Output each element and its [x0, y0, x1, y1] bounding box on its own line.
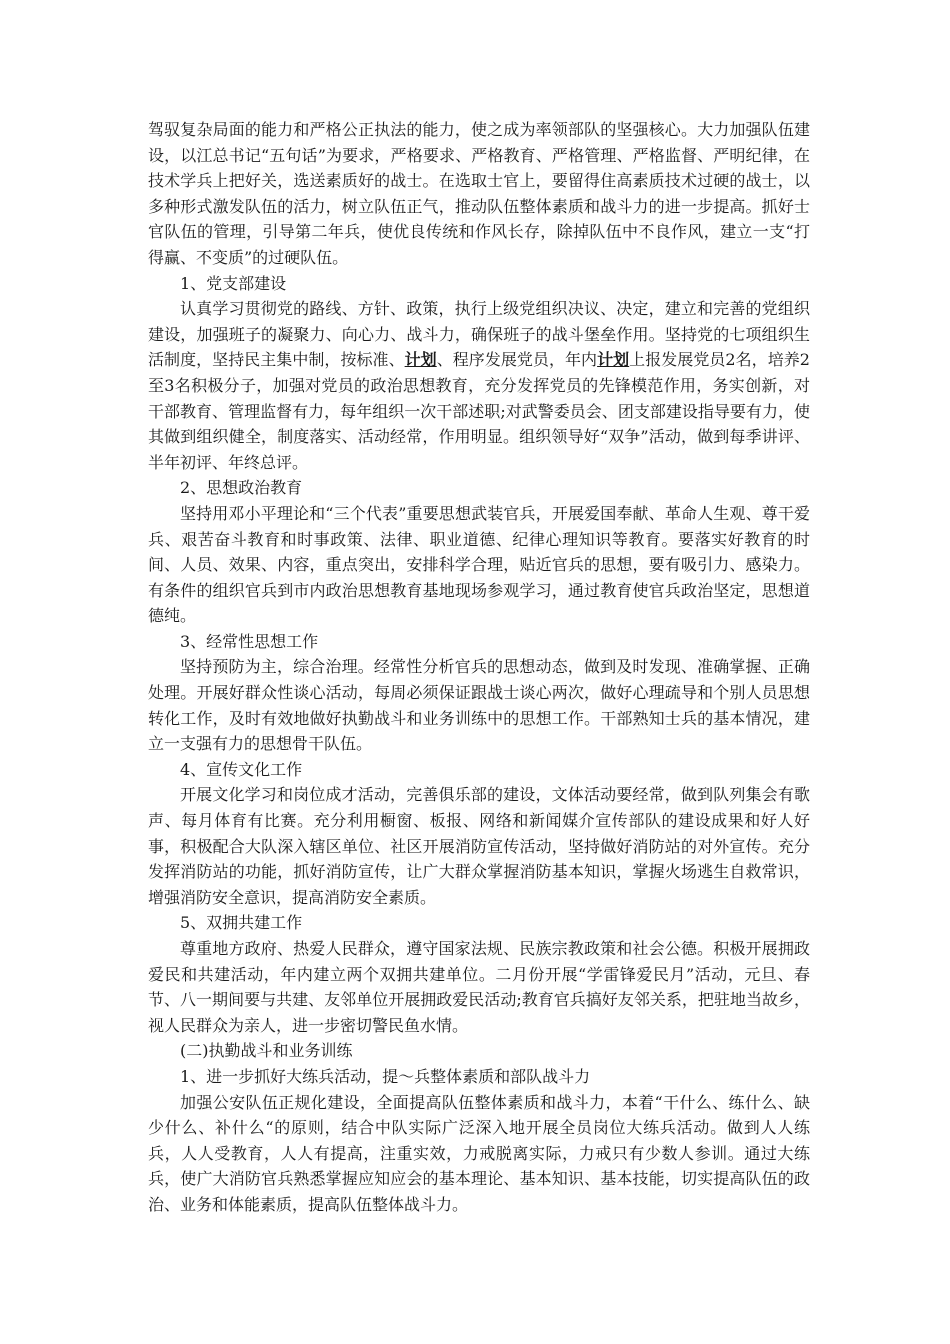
section-heading-dual-support: 5、双拥共建工作 — [180, 913, 303, 933]
keyword-plan-link[interactable]: 计划 — [597, 350, 630, 370]
paragraph-political-education: 坚持用邓小平理论和“三个代表”重要思想武装官兵，开展爱国奉献、革命人生观、尊干爱兵、艰苦奋斗教育和时事政策、法律、职业道德、纪律心理知识等教育。要落实好教育的时间、人员、效果、内容，重点突出，安排科学合理，贴近官兵的思想，要有吸引力、感染力。有条件的组织官兵到市内政治思想教育基地现场参观学习，通过教育使官兵政治坚定，思想道德纯。 — [148, 503, 810, 626]
section-heading-duty-training: (二)执勤战斗和业务训练 — [180, 1041, 353, 1061]
section-heading-propaganda-culture: 4、宣传文化工作 — [180, 759, 303, 779]
section-heading-political-education: 2、思想政治教育 — [180, 478, 303, 498]
section-heading-party-branch: 1、党支部建设 — [180, 273, 287, 293]
paragraph-propaganda-culture: 开展文化学习和岗位成才活动，完善俱乐部的建设，文体活动要经常，做到队列集会有歌声、每月体育有比赛。充分利用橱窗、板报、网络和新闻媒介宣传部队的建设成果和好人好事，积极配合大队深入辖区单位、社区开展消防宣传活动，坚持做好消防站的对外宣传。充分发挥消防站的功能，抓好消防宣传，让广大群众掌握消防基本知识，掌握火场逃生自救常识，增强消防安全意识，提高消防安全素质。 — [148, 785, 810, 907]
paragraph-training-campaign: 加强公安队伍正规化建设，全面提高队伍整体素质和战斗力，本着“干什么、练什么、缺少什么、补什么“的原则，结合中队实际广泛深入地开展全员岗位大练兵活动。做到人人练兵，人人受教育，人人有提高，注重实效，力戒脱离实际，力戒只有少数人参训。通过大练兵，使广大消防官兵熟悉掌握应知应会的基本理论、基本知识、基本技能，切实提高队伍的政治、业务和体能素质，提高队伍整体战斗力。 — [148, 1092, 810, 1214]
paragraph-party-branch — [148, 296, 810, 475]
section-heading-training-campaign: 1、进一步抓好大练兵活动，提～兵整体素质和部队战斗力 — [180, 1066, 591, 1086]
paragraph-dual-support: 尊重地方政府、热爱人民群众，遵守国家法规、民族宗教政策和社会公德。积极开展拥政爱民和共建活动，年内建立两个双拥共建单位。二月份开展“学雷锋爱民月”活动，元旦、春节、八一期间要与共建、友邻单位开展拥政爱民活动;教育官兵搞好友邻关系，把驻地当故乡，视人民群众为亲人，进一步密切警民鱼水情。 — [148, 939, 810, 1035]
intro-paragraph: 驾驭复杂局面的能力和严格公正执法的能力，使之成为率领部队的坚强核心。大力加强队伍建设，以江总书记“五句话”为要求，严格要求、严格教育、严格管理、严格监督、严明纪律，在技术学兵上把好关，选送素质好的战士。在选取士官上，要留得住高素质技术过硬的战士，以多种形式激发队伍的活力，树立队伍正气，推动队伍整体素质和战斗力的进一步提高。抓好士官队伍的管理，引导第二年兵，使优良传统和作风长存，除掉队伍中不良作风，建立一支“打得赢、不变质”的过硬队伍。 — [148, 120, 810, 267]
paragraph-ideological-work: 坚持预防为主，综合治理。经常性分析官兵的思想动态，做到及时发现、准确掌握、正确处理。开展好群众性谈心活动，每周必须保证跟战士谈心两次，做好心理疏导和个别人员思想转化工作，及时有效地做好执勤战斗和业务训练中的思想工作。干部熟知士兵的基本情况，建立一支强有力的思想骨干队伍。 — [148, 657, 810, 754]
text-run: 认真学习贯彻党的路线、方针、政策，执行上级党组织决议、决定，建立和完善的党组织建设，加强班子的凝聚力、向心力、战斗力，确保班子的战斗堡垒作用。坚持党的七项组织生活制度，坚持民主集中制，按标准、 — [148, 299, 810, 370]
section-heading-ideological-work: 3、经常性思想工作 — [180, 631, 319, 651]
text-run: 、程序发展党员，年内 — [436, 350, 598, 370]
document-body — [148, 117, 810, 1218]
keyword-plan-link[interactable]: 计划 — [404, 350, 437, 370]
text-run: 上报发展党员2名，培养2至3名积极分子，加强对党员的政治思想教育，充分发挥党员的先锋模范作用，务实创新，对干部教育、管理监督有力，每年组织一次干部述职;对武警委员会、团支部建设指导要有力，使其做到组织健全，制度落实、活动经常，作用明显。组织领导好“双争”活动，做到每季讲评、半年初评、年终总评。 — [148, 350, 810, 472]
